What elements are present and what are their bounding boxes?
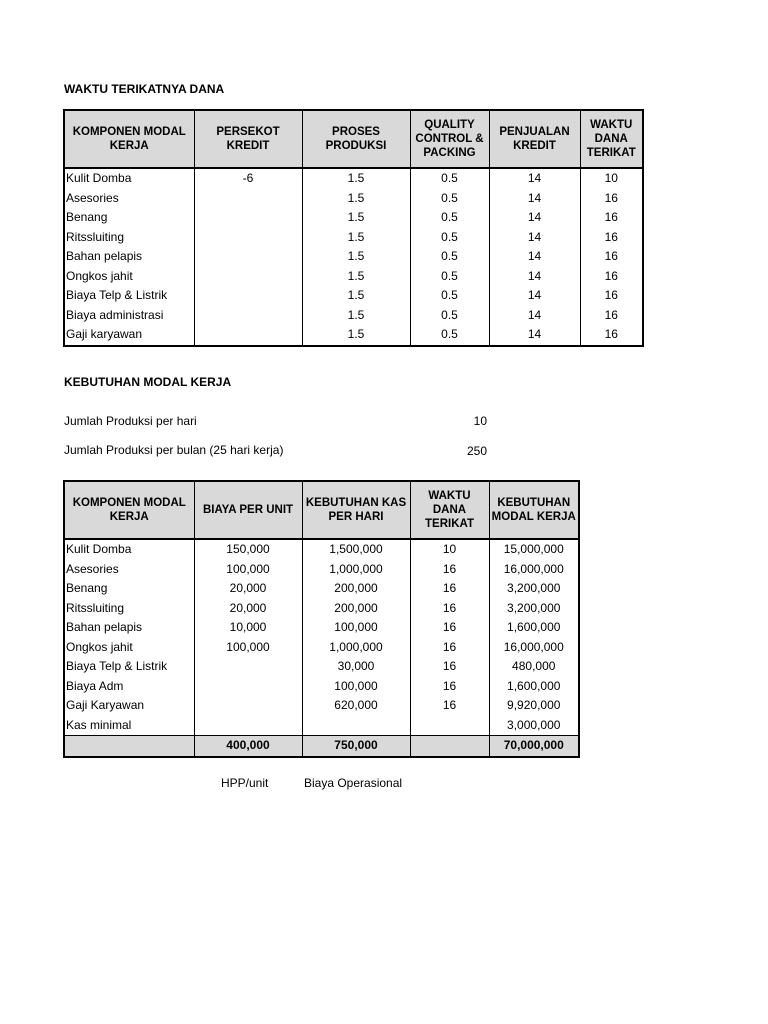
table-row (64, 306, 643, 326)
table-row (64, 716, 579, 736)
table-cell: 16 (410, 560, 489, 580)
table-row (64, 286, 643, 306)
waktu-terikat-table (63, 109, 644, 347)
table-cell: 16 (410, 618, 489, 638)
table-cell: Gaji karyawan (64, 325, 194, 346)
note-biaya-operasional: Biaya Operasional (304, 776, 403, 790)
table-cell: 1,000,000 (302, 560, 410, 580)
table-cell: Ritssluiting (64, 228, 194, 248)
table-cell: 16 (410, 638, 489, 658)
table-cell (194, 325, 302, 346)
table-row (64, 696, 579, 716)
col-header-waktu: WAKTU DANA TERIKAT (410, 481, 489, 539)
table-cell: 1.5 (302, 208, 410, 228)
table-cell: 10,000 (194, 618, 302, 638)
table-cell: 15,000,000 (489, 539, 579, 560)
table-cell: Ritssluiting (64, 599, 194, 619)
table-cell: Biaya Telp & Listrik (64, 286, 194, 306)
table-cell (194, 286, 302, 306)
table-cell: 14 (489, 189, 580, 209)
table-cell (194, 247, 302, 267)
table-row (64, 677, 579, 697)
table-cell: 100,000 (194, 560, 302, 580)
section2-title: KEBUTUHAN MODAL KERJA (64, 375, 232, 389)
table-cell: Ongkos jahit (64, 267, 194, 287)
table-cell: 0.5 (410, 208, 489, 228)
table-cell: 480,000 (489, 657, 579, 677)
total-row (64, 736, 579, 757)
table-row (64, 168, 643, 189)
table-cell: 100,000 (302, 677, 410, 697)
table-cell: Kas minimal (64, 716, 194, 736)
table-cell: 16 (410, 579, 489, 599)
table-cell: 1,600,000 (489, 677, 579, 697)
table-row (64, 638, 579, 658)
table-cell: 0.5 (410, 286, 489, 306)
table-cell: Biaya Adm (64, 677, 194, 697)
table-cell: 16 (580, 208, 643, 228)
table-cell: Kulit Domba (64, 539, 194, 560)
table-cell: 16 (580, 247, 643, 267)
table-cell: 0.5 (410, 325, 489, 346)
table-cell (194, 267, 302, 287)
table-row (64, 228, 643, 248)
section1-title: WAKTU TERIKATNYA DANA (64, 82, 225, 96)
table-cell (194, 657, 302, 677)
col-header-biaya-unit: BIAYA PER UNIT (194, 481, 302, 539)
table-row (64, 539, 579, 560)
table-row (64, 560, 579, 580)
table-cell: Biaya administrasi (64, 306, 194, 326)
table-cell (410, 716, 489, 736)
table-cell: 3,000,000 (489, 716, 579, 736)
table-cell: 14 (489, 168, 580, 189)
table-cell: 16 (580, 325, 643, 346)
table-cell: 3,200,000 (489, 579, 579, 599)
table-cell: Kulit Domba (64, 168, 194, 189)
table-cell: Biaya Telp & Listrik (64, 657, 194, 677)
table-cell: Gaji Karyawan (64, 696, 194, 716)
table-cell: 14 (489, 208, 580, 228)
table-cell: 30,000 (302, 657, 410, 677)
table-cell: 14 (489, 286, 580, 306)
kebutuhan-modal-table (63, 480, 580, 758)
table-cell: Asesories (64, 560, 194, 580)
table-row (64, 325, 643, 346)
table-cell: 14 (489, 267, 580, 287)
col-header-modal-kerja: KEBUTUHAN MODAL KERJA (489, 481, 579, 539)
table-cell: 16 (410, 657, 489, 677)
table-cell (194, 228, 302, 248)
note-hpp-unit: HPP/unit (221, 776, 269, 790)
table-row (64, 599, 579, 619)
table-cell: 100,000 (194, 638, 302, 658)
col-header-kas-hari: KEBUTUHAN KAS PER HARI (302, 481, 410, 539)
table-cell: 3,200,000 (489, 599, 579, 619)
table-cell: 1,000,000 (302, 638, 410, 658)
prod-month-value: 250 (466, 444, 487, 458)
table-cell: 16 (580, 189, 643, 209)
table-cell: 14 (489, 306, 580, 326)
table-cell: 0.5 (410, 168, 489, 189)
table-cell: 200,000 (302, 579, 410, 599)
table-cell: Benang (64, 208, 194, 228)
col-header-komponen: KOMPONEN MODAL KERJA (64, 110, 194, 168)
table-cell (194, 677, 302, 697)
col-header-qc: QUALITY CONTROL & PACKING (410, 110, 489, 168)
table-cell: 16 (580, 228, 643, 248)
table-cell: 0.5 (410, 247, 489, 267)
table-cell: 1.5 (302, 286, 410, 306)
table-cell (194, 306, 302, 326)
table-cell: 16 (410, 599, 489, 619)
table-cell: Benang (64, 579, 194, 599)
table-cell: 750,000 (302, 736, 410, 757)
table-cell: 1.5 (302, 247, 410, 267)
table-row (64, 618, 579, 638)
table-cell: 0.5 (410, 267, 489, 287)
prod-day-label: Jumlah Produksi per hari (64, 414, 197, 428)
table-cell: 9,920,000 (489, 696, 579, 716)
table-cell (194, 189, 302, 209)
table-cell: 1.5 (302, 267, 410, 287)
table-row (64, 208, 643, 228)
table-row (64, 247, 643, 267)
table-cell: 14 (489, 228, 580, 248)
table-cell: 1,500,000 (302, 539, 410, 560)
table-cell: 1,600,000 (489, 618, 579, 638)
table-cell: 10 (580, 168, 643, 189)
table-cell: 400,000 (194, 736, 302, 757)
table-cell: 1.5 (302, 325, 410, 346)
table-cell (194, 716, 302, 736)
table-cell: 14 (489, 325, 580, 346)
table-cell: 10 (410, 539, 489, 560)
table-cell: 620,000 (302, 696, 410, 716)
table-cell: 16 (580, 306, 643, 326)
table-row (64, 657, 579, 677)
table-cell: 16 (410, 696, 489, 716)
table-cell: 200,000 (302, 599, 410, 619)
table-cell: Asesories (64, 189, 194, 209)
table-cell (194, 208, 302, 228)
table-cell: 16,000,000 (489, 638, 579, 658)
col-header-penjualan: PENJUALAN KREDIT (489, 110, 580, 168)
table-cell: Bahan pelapis (64, 618, 194, 638)
table-cell: 20,000 (194, 579, 302, 599)
table-cell (302, 716, 410, 736)
table-cell (410, 736, 489, 757)
table-cell: 1.5 (302, 228, 410, 248)
col-header-komponen: KOMPONEN MODAL KERJA (64, 481, 194, 539)
table-cell: -6 (194, 168, 302, 189)
table-cell: 70,000,000 (489, 736, 579, 757)
table-cell: 150,000 (194, 539, 302, 560)
table-header-row (64, 481, 579, 539)
col-header-proses: PROSES PRODUKSI (302, 110, 410, 168)
table-cell (194, 696, 302, 716)
table-cell: 0.5 (410, 189, 489, 209)
table-cell: 20,000 (194, 599, 302, 619)
table-cell: 100,000 (302, 618, 410, 638)
table-cell: 14 (489, 247, 580, 267)
table-row (64, 189, 643, 209)
col-header-persekot: PERSEKOT KREDIT (194, 110, 302, 168)
table-cell (64, 736, 194, 757)
table-cell: 1.5 (302, 306, 410, 326)
prod-month-label: Jumlah Produksi per bulan (25 hari kerja) (64, 443, 284, 457)
table-cell: Bahan pelapis (64, 247, 194, 267)
table-cell: 16 (580, 267, 643, 287)
table-header-row (64, 110, 643, 168)
table-cell: 16 (410, 677, 489, 697)
table-cell: 0.5 (410, 306, 489, 326)
table-row (64, 267, 643, 287)
prod-day-value: 10 (473, 414, 487, 428)
table-cell: 16 (580, 286, 643, 306)
table-row (64, 579, 579, 599)
table-cell: 1.5 (302, 168, 410, 189)
table-cell: 16,000,000 (489, 560, 579, 580)
table-cell: 0.5 (410, 228, 489, 248)
col-header-waktu: WAKTU DANA TERIKAT (580, 110, 643, 168)
table-cell: 1.5 (302, 189, 410, 209)
table-cell: Ongkos jahit (64, 638, 194, 658)
